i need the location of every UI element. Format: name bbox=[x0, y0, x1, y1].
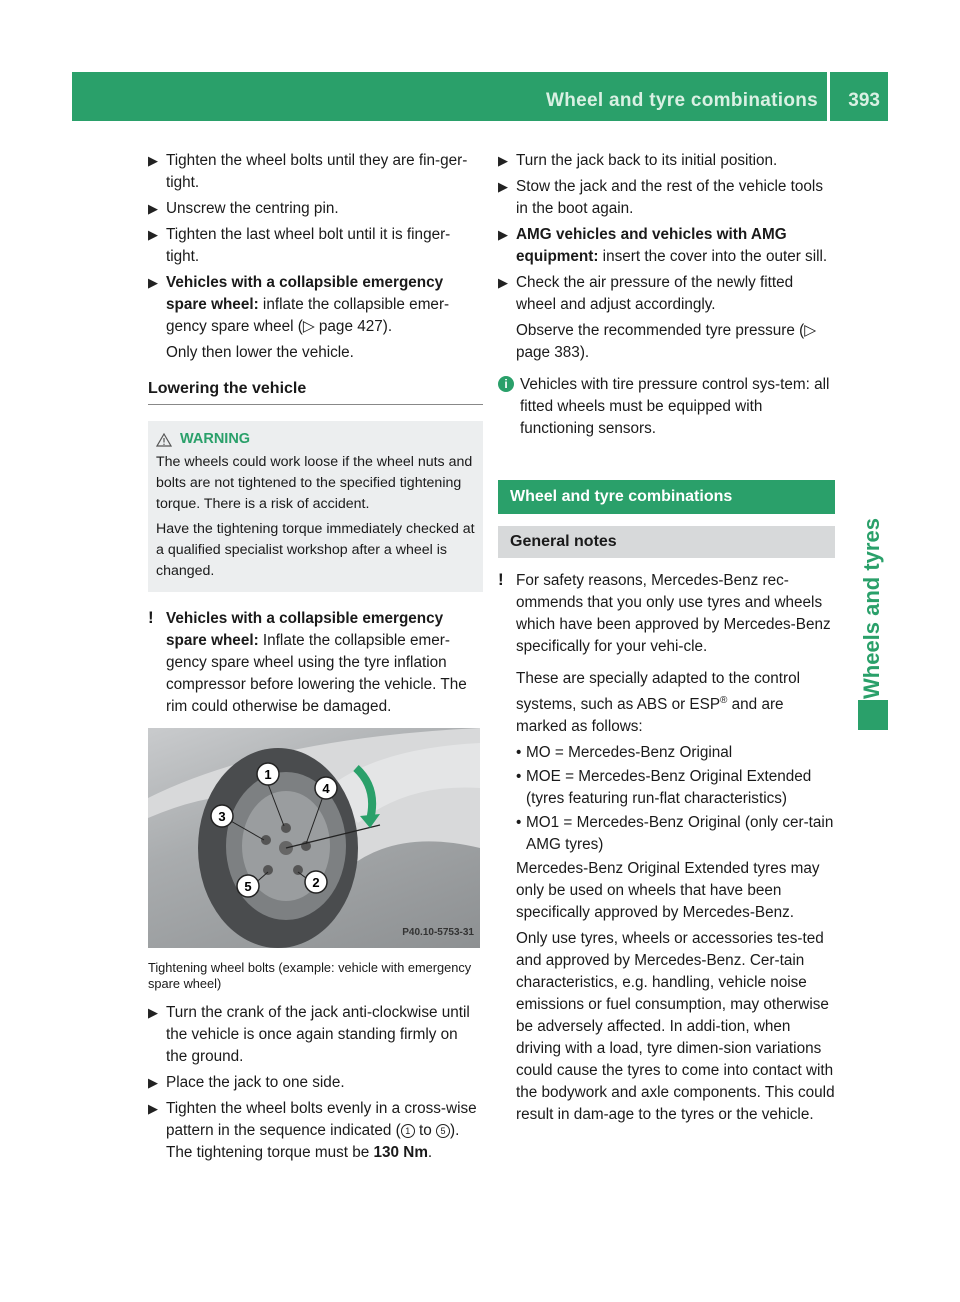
warning-box bbox=[148, 421, 483, 592]
bullet-icon: • bbox=[516, 814, 522, 832]
instruction-step: ▶ Stow the jack and the rest of the vehicle tools in the boot again. bbox=[498, 178, 823, 217]
warning-text: Have the tightening torque immediately checked at a qualified specialist workshop after a wheel is changed. bbox=[156, 521, 475, 579]
figure-label: 4 bbox=[322, 781, 330, 796]
chapter-tab bbox=[858, 518, 888, 700]
list-item: • MOE = Mercedes-Benz Original Extended (tyres featuring run-flat characteristics) bbox=[516, 768, 812, 808]
instruction-step: ▶ Check the air pressure of the newly fitted wheel and adjust accordingly. bbox=[498, 274, 794, 313]
chapter-tab-label: Wheels and tyres bbox=[859, 518, 884, 699]
step-arrow-icon: ▶ bbox=[148, 201, 158, 216]
circled-label: 1 bbox=[401, 1124, 415, 1138]
paragraph: Observe the recommended tyre pressure (▷ page 383). bbox=[516, 322, 816, 361]
figure-caption: Tightening wheel bolts (example: vehicle with emergency spare wheel) bbox=[148, 960, 472, 991]
instruction-step: ▶ AMG vehicles and vehicles with AMG equipment: insert the cover into the outer sill. bbox=[498, 226, 828, 265]
figure-code: P40.10-5753-31 bbox=[402, 927, 474, 938]
instruction-step: ▶ Place the jack to one side. bbox=[148, 1072, 483, 1094]
instruction-step: ▶ Unscrew the centring pin. bbox=[148, 198, 483, 220]
wheel-bolts-figure bbox=[148, 728, 480, 948]
info-icon: i bbox=[498, 376, 514, 392]
exclamation-icon: ! bbox=[498, 570, 504, 589]
figure-label: 1 bbox=[264, 767, 272, 782]
warning-text: The wheels could work loose if the wheel nuts and bolts are not tightened to the specified tightening torque. There is a risk of accident. bbox=[156, 454, 473, 512]
step-arrow-icon: ▶ bbox=[498, 179, 508, 194]
subsection-heading: General notes bbox=[498, 526, 835, 558]
exclamation-icon: ! bbox=[148, 608, 154, 627]
step-arrow-icon: ▶ bbox=[148, 153, 158, 168]
page-number: 393 bbox=[848, 90, 880, 111]
page-ref-icon: ▷ bbox=[302, 318, 319, 335]
list-item: • MO1 = Mercedes-Benz Original (only cer-tain AMG tyres) bbox=[516, 814, 834, 854]
step-arrow-icon: ▶ bbox=[498, 275, 508, 290]
caution-note: ! Vehicles with a collapsible emergency spare wheel: Inflate the collapsible emer-gency spare wheel using the tyre inflation compressor before lowering the vehicle. The rim could otherwise be damaged. bbox=[148, 608, 467, 715]
paragraph: Mercedes-Benz Original Extended tyres may only be used on wheels that have been specifically approved by Mercedes-Benz. bbox=[516, 860, 820, 922]
page-header bbox=[72, 72, 888, 121]
step-arrow-icon: ▶ bbox=[148, 1101, 158, 1116]
page-reference[interactable]: page 427 bbox=[318, 318, 383, 335]
paragraph: These are specially adapted to the control systems, such as ABS or ESP® and are marked as follows: bbox=[516, 670, 801, 736]
list-item: • MO = Mercedes-Benz Original bbox=[498, 742, 835, 764]
header-title: Wheel and tyre combinations bbox=[545, 90, 818, 111]
step-arrow-icon: ▶ bbox=[148, 1005, 158, 1020]
right-column bbox=[498, 150, 835, 1130]
circled-label: 5 bbox=[436, 1124, 450, 1138]
left-column bbox=[148, 150, 483, 1168]
instruction-step: ▶ Turn the jack back to its initial position. bbox=[498, 150, 835, 172]
figure-label: 5 bbox=[244, 879, 252, 894]
instruction-step: ▶ Tighten the wheel bolts until they are fin-ger-tight. bbox=[148, 152, 468, 191]
section-heading: Lowering the vehicle bbox=[148, 378, 483, 405]
paragraph: Only use tyres, wheels or accessories tes-ted and approved by Mercedes-Benz. Cer-tain characteristics, e.g. handling, vehicle noise emissions or fuel consumption, may otherwise be adversely affected. In addi-tion, when driving with a load, tyre dimen-sion variations could cause the tyres to come into contact with the bodywork and axle components. This could result in dam-age to the tyres or the vehicle. bbox=[516, 930, 835, 1124]
step-arrow-icon: ▶ bbox=[148, 275, 158, 290]
info-note: i Vehicles with tire pressure control sys-tem: all fitted wheels must be equipped with functioning sensors. bbox=[498, 374, 835, 440]
step-arrow-icon: ▶ bbox=[148, 1075, 158, 1090]
paragraph: Only then lower the vehicle. bbox=[166, 344, 354, 361]
warning-title: WARNING bbox=[180, 431, 251, 447]
instruction-step: ▶ Tighten the last wheel bolt until it is finger-tight. bbox=[148, 226, 451, 265]
caution-note: ! For safety reasons, Mercedes-Benz rec-ommends that you only use tyres and wheels which have been approved by Mercedes-Benz specifically for your vehi-cle. bbox=[498, 570, 831, 655]
bullet-icon: • bbox=[516, 744, 522, 762]
page-reference[interactable]: page 383 bbox=[516, 344, 580, 361]
step-arrow-icon: ▶ bbox=[498, 227, 508, 242]
instruction-step: ▶ Turn the crank of the jack anti-clockwise until the vehicle is once again standing firmly on the ground. bbox=[148, 1004, 470, 1065]
page-ref-icon: ▷ bbox=[804, 322, 816, 339]
instruction-step: ▶ Tighten the wheel bolts evenly in a cross-wise pattern in the sequence indicated ( 1 to 5 ). The tightening torque must be 130 Nm. bbox=[148, 1100, 477, 1161]
step-arrow-icon: ▶ bbox=[498, 153, 508, 168]
torque-value: 130 Nm bbox=[373, 1144, 428, 1161]
figure-label: 3 bbox=[218, 809, 226, 824]
chapter-marker bbox=[858, 700, 888, 730]
step-arrow-icon: ▶ bbox=[148, 227, 158, 242]
wheel-illustration bbox=[148, 728, 480, 948]
section-heading: Wheel and tyre combinations bbox=[498, 480, 835, 514]
bullet-icon: • bbox=[516, 768, 522, 786]
figure-label: 2 bbox=[312, 875, 320, 890]
instruction-step: ▶ Vehicles with a collapsible emergency spare wheel: inflate the collapsible emer-gency spare wheel (▷ page 427). bbox=[148, 274, 450, 335]
warning-triangle-icon bbox=[156, 433, 172, 447]
header-divider bbox=[827, 72, 830, 121]
